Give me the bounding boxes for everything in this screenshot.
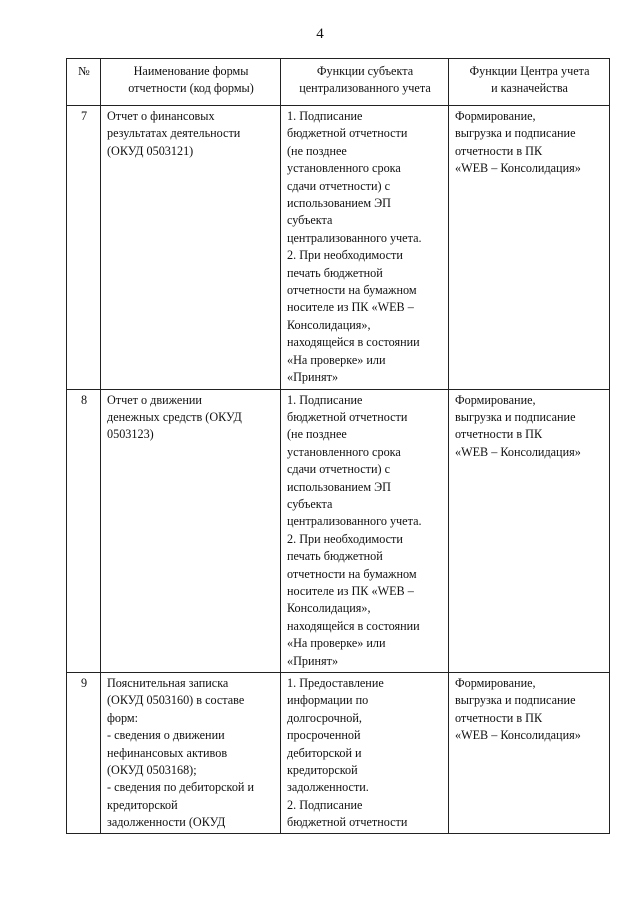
- form-name-cell: Отчет о финансовых результатах деятельности (ОКУД 0503121): [101, 106, 281, 390]
- row-number: 9: [67, 673, 101, 834]
- row-number: 8: [67, 389, 101, 673]
- form-name-cell: Отчет о движении денежных средств (ОКУД 0503123): [101, 389, 281, 673]
- table-row: [67, 389, 610, 673]
- header-subject-functions: Функции субъекта централизованного учета: [281, 59, 449, 106]
- subject-functions-cell: 1. Предоставление информации по долгосрочной, просроченной дебиторской и кредиторской задолженности. 2. Подписание бюджетной отчетности: [281, 673, 449, 834]
- subject-functions-cell: 1. Подписание бюджетной отчетности (не позднее установленного срока сдачи отчетности) с использованием ЭП субъекта централизованного учета. 2. При необходимости печать бюджетной отчетности на бумажном носителе из ПК «WEB – Консолидация», находящейся в состоянии «На проверке» или «Принят»: [281, 106, 449, 390]
- center-functions-cell: Формирование, выгрузка и подписание отчетности в ПК «WEB – Консолидация»: [449, 106, 610, 390]
- table-header-row: [67, 59, 610, 106]
- form-name-cell: Пояснительная записка (ОКУД 0503160) в составе форм: - сведения о движении нефинансовых активов (ОКУД 0503168); - сведения по дебиторской и кредиторской задолженности (ОКУД: [101, 673, 281, 834]
- page-number: 4: [316, 26, 324, 42]
- header-form-name: Наименование формы отчетности (код формы): [101, 59, 281, 106]
- reporting-functions-table: [66, 58, 610, 834]
- row-number: 7: [67, 106, 101, 390]
- header-center-functions: Функции Центра учета и казначейства: [449, 59, 610, 106]
- center-functions-cell: Формирование, выгрузка и подписание отчетности в ПК «WEB – Консолидация»: [449, 673, 610, 834]
- subject-functions-cell: 1. Подписание бюджетной отчетности (не позднее установленного срока сдачи отчетности) с использованием ЭП субъекта централизованного учета. 2. При необходимости печать бюджетной отчетности на бумажном носителе из ПК «WEB – Консолидация», находящейся в состоянии «На проверке» или «Принят»: [281, 389, 449, 673]
- header-number: №: [67, 59, 101, 106]
- table-row: [67, 106, 610, 390]
- table-row: [67, 673, 610, 834]
- center-functions-cell: Формирование, выгрузка и подписание отчетности в ПК «WEB – Консолидация»: [449, 389, 610, 673]
